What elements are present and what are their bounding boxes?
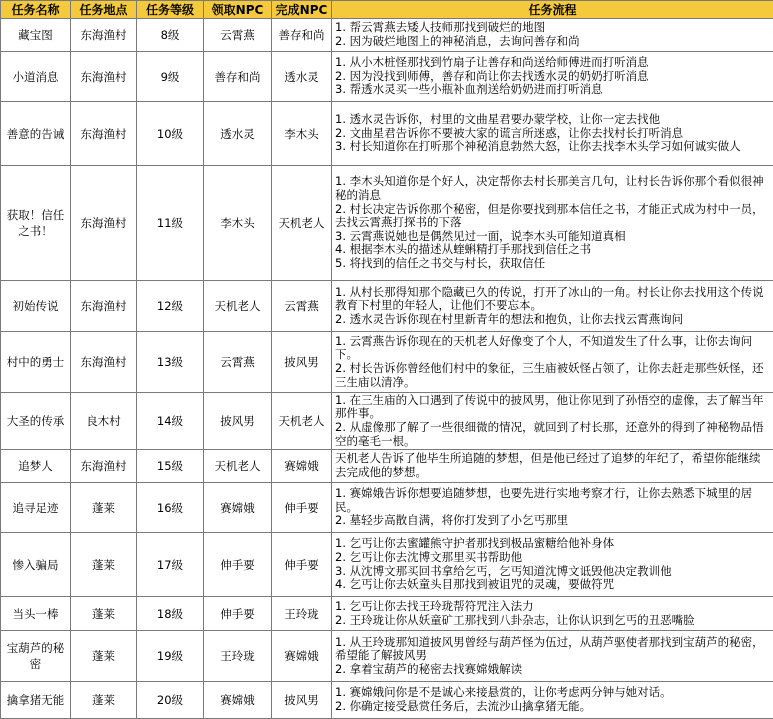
quest-row [1, 483, 773, 533]
quest-finisher-cell: 天机老人 [272, 393, 332, 450]
quest-row [1, 393, 773, 450]
quest-step: 1. 从王玲珑那知道披风男曾经与葫芦怪为伍过，从葫芦驱使者那找到宝葫芦的秘密，希望能了解披风男 [335, 636, 770, 663]
quest-name-cell: 藏宝图 [1, 19, 71, 52]
quest-steps-cell [332, 682, 773, 719]
quest-row [1, 533, 773, 597]
quest-level-cell: 12级 [137, 281, 204, 332]
quest-row [1, 682, 773, 719]
quest-step: 1. 赛嫦娥问你是不是诚心来接悬赏的，让你考虑两分钟与她对话。 [335, 686, 770, 700]
quest-finisher-cell: 伸手要 [272, 533, 332, 597]
header-quest-name: 任务名称 [1, 1, 71, 19]
quest-row [1, 597, 773, 631]
quest-giver-cell: 李木头 [204, 166, 272, 281]
quest-finisher-cell: 赛嫦娥 [272, 631, 332, 682]
quest-step: 1. 从小木桩怪那找到竹扇子让善存和尚送给师傅进而打听消息 [335, 56, 770, 70]
quest-step: 1. 云霄燕告诉你现在的天机老人好像变了个人，不知道发生了什么事，让你去询问下。 [335, 335, 770, 362]
quest-finisher-cell: 王玲珑 [272, 597, 332, 631]
quest-location-cell: 东海渔村 [71, 332, 137, 393]
quest-name-cell: 擒拿猪无能 [1, 682, 71, 719]
quest-giver-cell: 云霄燕 [204, 19, 272, 52]
quest-steps-cell [332, 631, 773, 682]
quest-steps-cell [332, 281, 773, 332]
quest-steps-cell [332, 166, 773, 281]
quest-location-cell: 蓬莱 [71, 597, 137, 631]
quest-finisher-cell: 透水灵 [272, 52, 332, 102]
quest-finisher-cell: 披风男 [272, 332, 332, 393]
quest-steps-cell [332, 19, 773, 52]
quest-steps-cell [332, 102, 773, 166]
quest-giver-cell: 善存和尚 [204, 52, 272, 102]
header-giver-npc: 领取NPC [204, 1, 272, 19]
quest-name-cell: 追梦人 [1, 450, 71, 483]
quest-finisher-cell: 披风男 [272, 682, 332, 719]
quest-steps-cell [332, 533, 773, 597]
quest-finisher-cell: 赛嫦娥 [272, 450, 332, 483]
quest-finisher-cell: 天机老人 [272, 166, 332, 281]
quest-step: 3. 村长知道你在打听那个神秘消息勃然大怒，让你去找李木头学习如何诚实做人 [335, 140, 770, 154]
quest-level-cell: 10级 [137, 102, 204, 166]
quest-level-cell: 16级 [137, 483, 204, 533]
quest-finisher-cell: 云霄燕 [272, 281, 332, 332]
quest-step: 2. 王玲珑让你从妖童矿工那找到八卦杂志，让你认识到乞丐的丑恶嘴脸 [335, 614, 770, 628]
quest-step: 2. 乞丐让你去沈博文那里买书帮助他 [335, 551, 770, 565]
quest-step: 2. 因为破烂地图上的神秘消息，去询问善存和尚 [335, 35, 770, 49]
quest-giver-cell: 天机老人 [204, 450, 272, 483]
quest-row [1, 102, 773, 166]
quest-giver-cell: 披风男 [204, 393, 272, 450]
quest-level-cell: 19级 [137, 631, 204, 682]
quest-step: 天机老人告诉了他毕生所追随的梦想，但是他已经过了追梦的年纪了，希望你能继续去完成他的梦想。 [335, 452, 770, 479]
quest-step: 1. 李木头知道你是个好人，决定帮你去村长那美言几句，让村长告诉你那个看似很神秘的消息 [335, 175, 770, 202]
quest-giver-cell: 透水灵 [204, 102, 272, 166]
quest-name-cell: 惨入骗局 [1, 533, 71, 597]
quest-level-cell: 14级 [137, 393, 204, 450]
quest-name-cell: 获取！信任之书！ [1, 166, 71, 281]
quest-row [1, 332, 773, 393]
quest-finisher-cell: 善存和尚 [272, 19, 332, 52]
header-level: 任务等级 [137, 1, 204, 19]
quest-location-cell: 蓬莱 [71, 682, 137, 719]
quest-level-cell: 13级 [137, 332, 204, 393]
header-row [1, 1, 773, 19]
quest-step: 2. 文曲星君告诉你不要被大家的谎言所迷惑，让你去找村长打听消息 [335, 127, 770, 141]
quest-step: 2. 墓轻步高散自满，将你打发到了小乞丐那里 [335, 514, 770, 528]
quest-step: 1. 在三生庙的入口遇到了传说中的披风男，他让你见到了孙悟空的虚像，去了解当年那件事。 [335, 394, 770, 421]
quest-step: 2. 拿着宝葫芦的秘密去找赛嫦娥解读 [335, 663, 770, 677]
quest-giver-cell: 天机老人 [204, 281, 272, 332]
quest-row [1, 281, 773, 332]
quest-giver-cell: 伸手要 [204, 597, 272, 631]
quest-finisher-cell: 伸手要 [272, 483, 332, 533]
quest-level-cell: 11级 [137, 166, 204, 281]
quest-giver-cell: 王玲珑 [204, 631, 272, 682]
quest-step: 1. 从村长那得知那个隐藏已久的传说，打开了冰山的一角。村长让你去找用这个传说教育下村里的年轻人，让他们不要忘本。 [335, 286, 770, 313]
quest-level-cell: 8级 [137, 19, 204, 52]
quest-steps-cell [332, 450, 773, 483]
quest-step: 2. 村长决定告诉你那个秘密，但是你要找到那本信任之书，才能正式成为村中一员，去找云霄燕打探书的下落 [335, 203, 770, 230]
quest-steps-cell [332, 332, 773, 393]
quest-name-cell: 村中的勇士 [1, 332, 71, 393]
quest-step: 2. 村长告诉你曾经他们村中的象征，三生庙被妖怪占领了，让你去赶走那些妖怪，还三生庙以清净。 [335, 362, 770, 389]
quest-level-cell: 17级 [137, 533, 204, 597]
quest-location-cell: 东海渔村 [71, 450, 137, 483]
quest-giver-cell: 赛嫦娥 [204, 682, 272, 719]
quest-step: 2. 因为没找到师傅，善存和尚让你去找透水灵的奶奶打听消息 [335, 70, 770, 84]
quest-step: 3. 云霄燕说她也是偶然见过一面，说李木头可能知道真相 [335, 230, 770, 244]
quest-step: 1. 乞丐让你去找王玲珑帮符咒注入法力 [335, 600, 770, 614]
quest-location-cell: 东海渔村 [71, 166, 137, 281]
quest-step: 1. 帮云霄燕去矮人技师那找到破烂的地图 [335, 21, 770, 35]
quest-step: 2. 你确定接受悬赏任务后，去流沙山擒拿猪无能。 [335, 700, 770, 714]
quest-level-cell: 9级 [137, 52, 204, 102]
quest-row [1, 19, 773, 52]
quest-location-cell: 东海渔村 [71, 19, 137, 52]
quest-step: 1. 乞丐让你去蜜罐熊守护者那找到极品蜜糖给他补身体 [335, 537, 770, 551]
quest-name-cell: 追寻足迹 [1, 483, 71, 533]
quest-steps-cell [332, 393, 773, 450]
header-finisher-npc: 完成NPC [272, 1, 332, 19]
quest-step: 4. 乞丐让你去妖童头目那找到被诅咒的灵魂，要做符咒 [335, 578, 770, 592]
quest-giver-cell: 赛嫦娥 [204, 483, 272, 533]
quest-step: 3. 帮透水灵买一些小瓶补血剂送给奶奶进而打听消息 [335, 83, 770, 97]
quest-location-cell: 东海渔村 [71, 281, 137, 332]
quest-step: 3. 从沈博文那买回书拿给乞丐，乞丐知道沈博文诋毁他决定教训他 [335, 565, 770, 579]
quest-location-cell: 东海渔村 [71, 52, 137, 102]
quest-location-cell: 蓬莱 [71, 533, 137, 597]
quest-step: 1. 赛嫦娥告诉你想要追随梦想，也要先进行实地考察才行，让你去熟悉下城里的居民。 [335, 487, 770, 514]
quest-row [1, 631, 773, 682]
quest-location-cell: 东海渔村 [71, 102, 137, 166]
quest-name-cell: 当头一棒 [1, 597, 71, 631]
header-location: 任务地点 [71, 1, 137, 19]
quest-finisher-cell: 李木头 [272, 102, 332, 166]
quest-steps-cell [332, 52, 773, 102]
quest-row [1, 450, 773, 483]
quest-name-cell: 小道消息 [1, 52, 71, 102]
quest-step: 5. 将找到的信任之书交与村长，获取信任 [335, 257, 770, 271]
quest-row [1, 166, 773, 281]
quest-steps-cell [332, 597, 773, 631]
quest-step: 2. 透水灵告诉你现在村里新青年的想法和抱负，让你去找云霄燕询问 [335, 313, 770, 327]
quest-step: 1. 透水灵告诉你，村里的文曲星君要办蒙学校，让你一定去找他 [335, 113, 770, 127]
quest-name-cell: 善意的告诫 [1, 102, 71, 166]
quest-name-cell: 宝葫芦的秘密 [1, 631, 71, 682]
quest-row [1, 52, 773, 102]
quest-giver-cell: 伸手要 [204, 533, 272, 597]
quest-steps-cell [332, 483, 773, 533]
quest-location-cell: 蓬莱 [71, 631, 137, 682]
quest-level-cell: 15级 [137, 450, 204, 483]
quest-level-cell: 20级 [137, 682, 204, 719]
quest-name-cell: 大圣的传承 [1, 393, 71, 450]
header-steps: 任务流程 [332, 1, 773, 19]
quest-location-cell: 蓬莱 [71, 483, 137, 533]
quest-rows [1, 19, 773, 719]
quest-level-cell: 18级 [137, 597, 204, 631]
quest-giver-cell: 云霄燕 [204, 332, 272, 393]
quest-step: 2. 从虚像那了解了一些很细微的情况，就回到了村长那，还意外的得到了神秘物品悟空的毫毛一根。 [335, 421, 770, 448]
quest-step: 4. 根据李木头的描述从蝰蝌精打手那找到信任之书 [335, 243, 770, 257]
quest-name-cell: 初始传说 [1, 281, 71, 332]
quest-location-cell: 良木村 [71, 393, 137, 450]
